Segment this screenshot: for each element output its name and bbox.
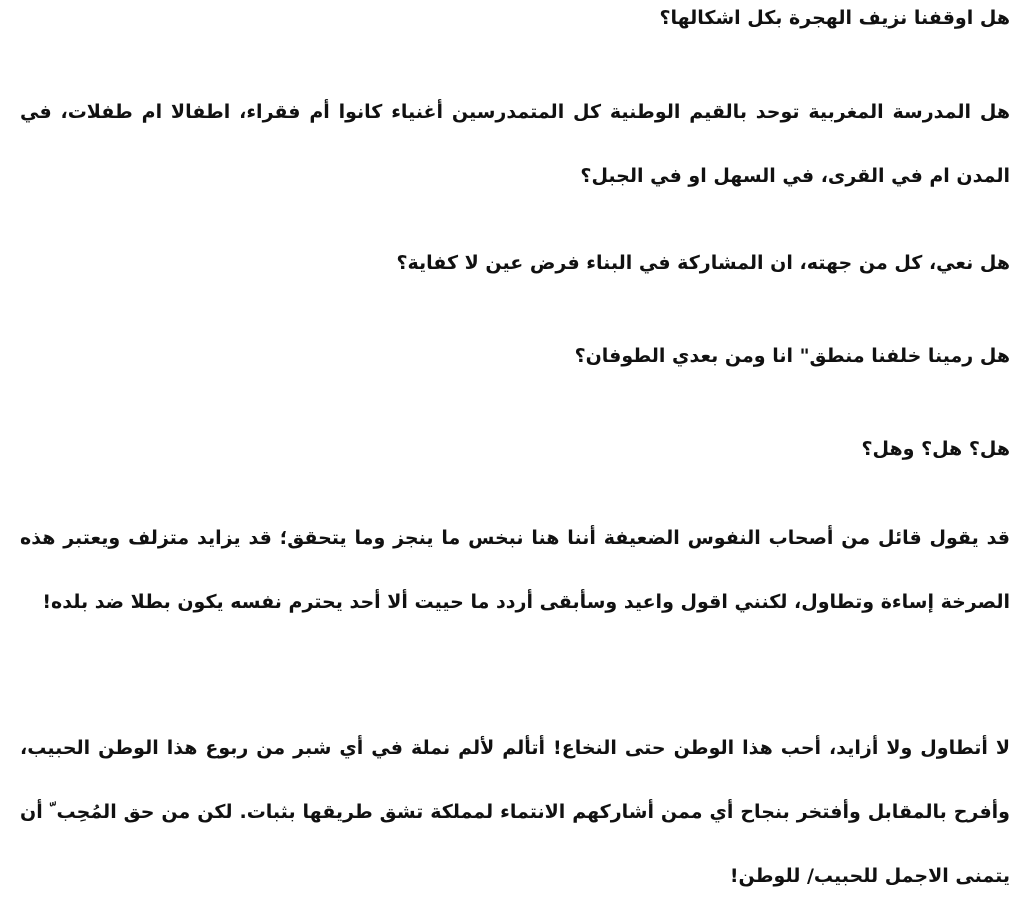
paragraph-3: هل نعي، كل من جهته، ان المشاركة في البناء فرض عين لا كفاية؟: [396, 252, 1010, 274]
paragraph-7: لا أتطاول ولا أزايد، أحب هذا الوطن حتى النخاع! أتألم لألم نملة في أي شبر من ربوع هذا الوطن الحبيب، وأفرح بالمقابل وأفتخر بنجاح أي ممن أشاركهم الانتماء لمملكة تشق طريقها بثبات. لكن من حق المُحِب ّ أن يتمنى الاجمل للحبيب/ للوطن!: [20, 737, 1010, 887]
paragraph-4: هل رمينا خلفنا منطق" انا ومن بعدي الطوفان؟: [574, 345, 1010, 367]
paragraph-5: هل؟ هل؟ وهل؟: [861, 438, 1010, 460]
paragraph-6: قد يقول قائل من أصحاب النفوس الضعيفة أننا هنا نبخس ما ينجز وما يتحقق؛ قد يزايد متزلف ويعتبر هذه الصرخة إساءة وتطاول، لكنني اقول واعيد وسأبقى أردد ما حييت ألا أحد يحترم نفسه يكون بطلا ضد بلده!: [20, 527, 1010, 613]
paragraph-2: هل المدرسة المغربية توحد بالقيم الوطنية كل المتمدرسين أغنياء كانوا أم فقراء، اطفالا ام طفلات، في المدن ام في القرى، في السهل او في الجبل؟: [20, 101, 1010, 187]
paragraph-1: هل اوقفنا نزيف الهجرة بكل اشكالها؟: [659, 7, 1010, 29]
